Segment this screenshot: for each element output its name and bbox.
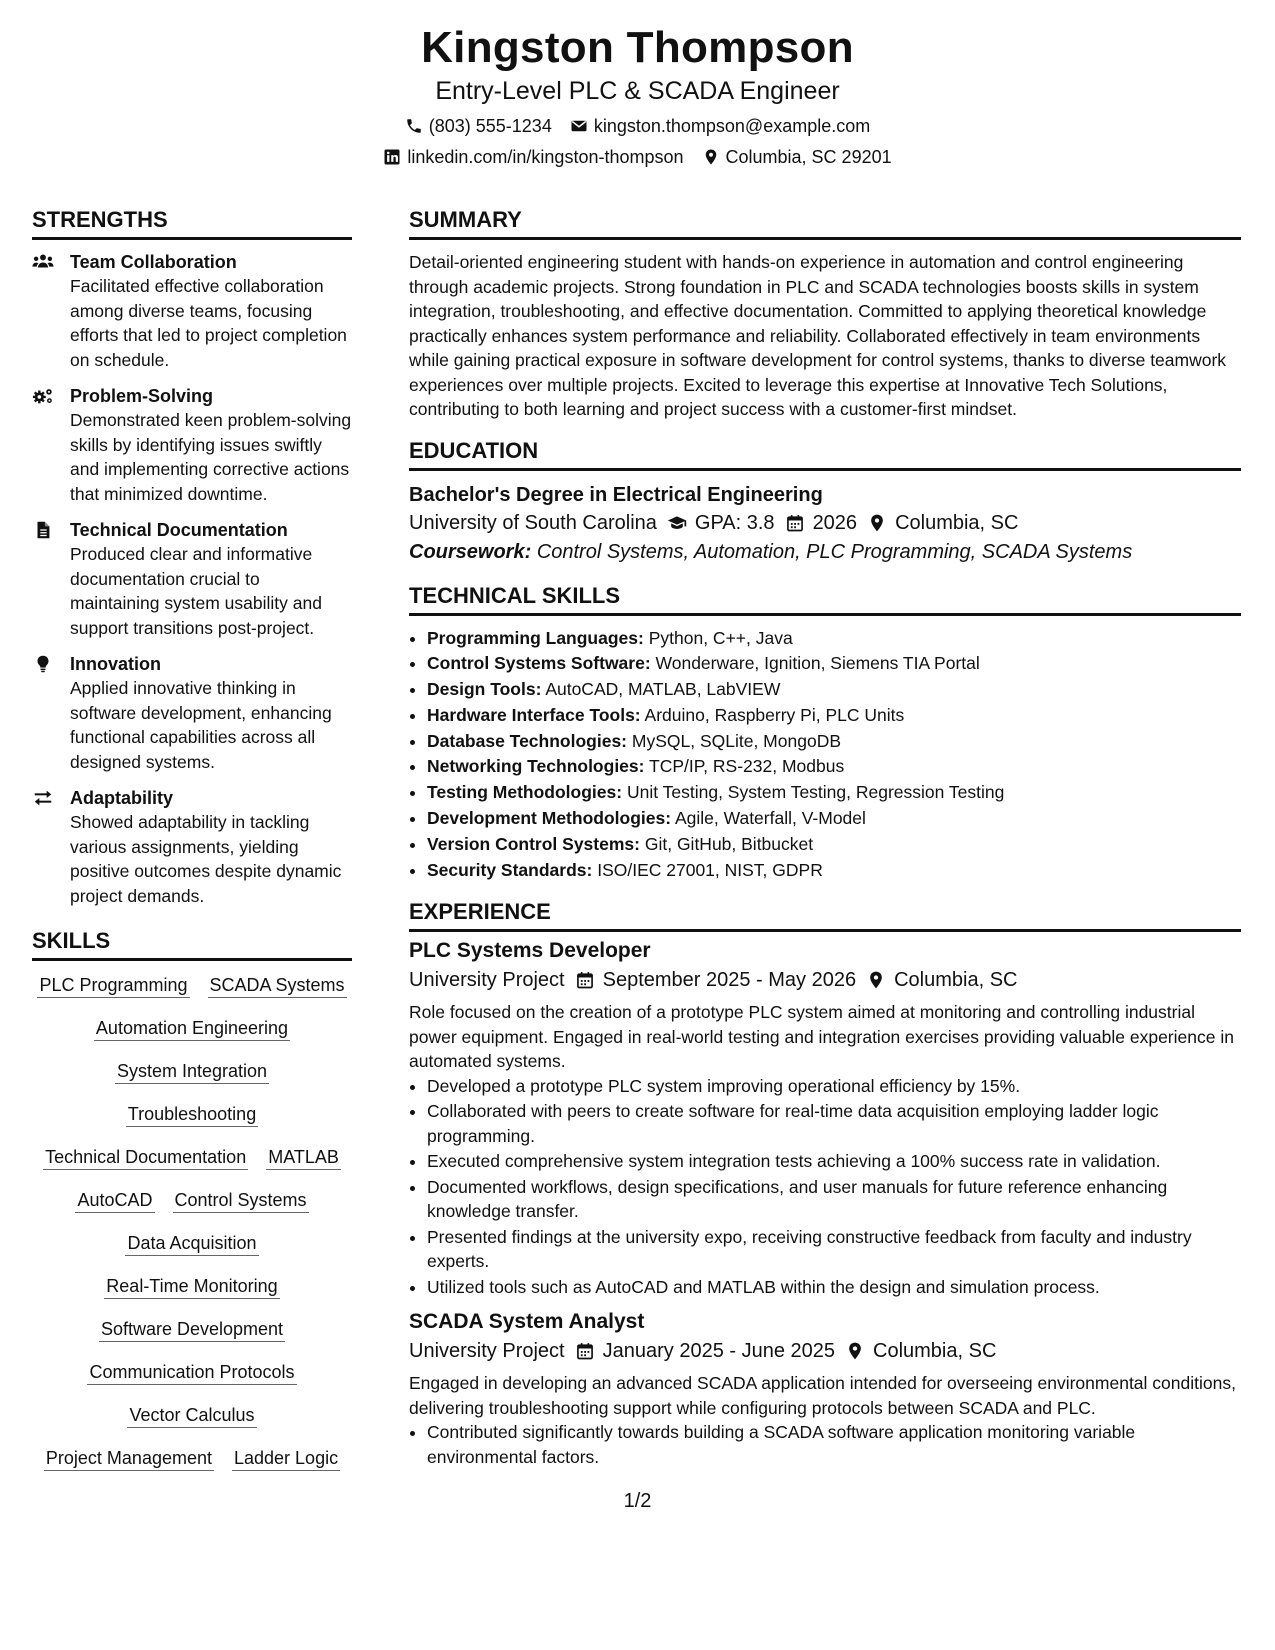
contact-line-2	[32, 146, 1243, 168]
strength-desc: Facilitated effective collaboration among diverse teams, focusing efforts that led to project completion on schedule.	[70, 276, 347, 370]
tag-row	[32, 1360, 352, 1385]
strength-title: Adaptability	[70, 788, 174, 808]
skill-tag: Technical Documentation	[43, 1145, 248, 1170]
skill-label: Development Methodologies:	[427, 808, 672, 829]
education-heading: EDUCATION	[409, 436, 1241, 471]
skill-label: Hardware Interface Tools:	[427, 704, 641, 725]
strength-title: Problem-Solving	[70, 386, 214, 406]
strength-title: Team Collaboration	[70, 252, 237, 272]
page-number: 1/2	[623, 1490, 652, 1512]
linkedin-text: linkedin.com/in/kingston-thompson	[407, 147, 684, 167]
lightbulb-icon	[32, 652, 70, 774]
phone-text: (803) 555-1234	[428, 116, 552, 136]
strength-title: Innovation	[70, 654, 161, 674]
skill-tag: Communication Protocols	[87, 1360, 296, 1385]
right-column	[409, 205, 1241, 1489]
list-item	[427, 806, 1241, 832]
list-item: • Developed a prototype PLC system improving operational efficiency by 15%.	[427, 1074, 1241, 1099]
tag-row	[32, 1059, 352, 1084]
skill-value: Git, GitHub, Bitbucket	[644, 833, 814, 854]
list-item: • Collaborated with peers to create software for real-time data acquisition employing ladder logic programming.	[427, 1099, 1241, 1148]
skill-value: AutoCAD, MATLAB, LabVIEW	[545, 679, 781, 700]
list-item	[427, 729, 1241, 755]
tag-row	[32, 1231, 352, 1256]
job-title: SCADA System Analyst	[409, 1310, 645, 1334]
job-org: University Project	[409, 1340, 565, 1363]
school-name	[409, 509, 657, 537]
location-text: Columbia, SC	[894, 969, 1018, 992]
job-bullets	[409, 1074, 1241, 1300]
contact-phone	[405, 115, 552, 137]
users-icon	[32, 250, 70, 372]
job-entry	[409, 936, 1241, 1299]
skill-label: Programming Languages:	[427, 627, 644, 648]
tag-row	[32, 1446, 352, 1471]
job-description: Engaged in developing an advanced SCADA application intended for overseeing environmental conditions, delivering troubleshooting support while configuring protocols between SCADA and PLC.	[409, 1373, 1236, 1418]
list-item: • Presented findings at the university expo, receiving constructive feedback from faculty and industry experts.	[427, 1225, 1241, 1274]
linkedin-icon	[383, 148, 401, 166]
document-icon	[32, 518, 70, 640]
skill-tag: Project Management	[44, 1446, 214, 1471]
job-location	[866, 966, 1017, 994]
list-item: • Executed comprehensive system integration tests achieving a 100% success rate in validation.	[427, 1149, 1241, 1174]
skills-tags	[32, 971, 352, 1471]
skill-label: Version Control Systems:	[427, 833, 640, 854]
experience-heading: EXPERIENCE	[409, 897, 1241, 932]
strength-desc: Showed adaptability in tackling various assignments, yielding positive outcomes despite dynamic project demands.	[70, 812, 342, 906]
technical-skills-heading: TECHNICAL SKILLS	[409, 581, 1241, 616]
skill-value: Arduino, Raspberry Pi, PLC Units	[644, 704, 905, 725]
envelope-icon	[570, 117, 588, 135]
job-description: Role focused on the creation of a prototype PLC system aimed at monitoring and controlling industrial power equipment. Engaged in real-world testing and integration exercises providing valuable experience in automated systems.	[409, 1002, 1234, 1072]
education-meta	[409, 509, 1241, 537]
skill-label: Networking Technologies:	[427, 756, 645, 777]
skill-tag: Data Acquisition	[125, 1231, 258, 1256]
summary-text: Detail-oriented engineering student with hands-on experience in automation and control engineering through academic projects. Strong foundation in PLC and SCADA technologies boosts skills in system integration, troubleshooting, and effective documentation. Committed to applying theoretical knowledge practically enhances system performance and reliability. Collaborated effectively in team environments while gaining practical exposure in software development for control systems, thanks to diverse teamwork experiences over multiple projects. Excited to leverage this expertise at Innovative Tech Solutions, contributing to both learning and project success with a customer-first mindset.	[409, 252, 1227, 419]
contact-location	[702, 146, 892, 168]
job-meta	[409, 966, 1241, 994]
gpa-text: GPA: 3.8	[694, 511, 775, 534]
phone-icon	[405, 117, 423, 135]
coursework-line	[409, 537, 1241, 567]
map-pin-icon	[702, 148, 720, 166]
strength-item	[32, 786, 352, 908]
job-entry	[409, 1307, 1241, 1469]
graduation-cap-icon	[667, 513, 687, 533]
skills-heading: SKILLS	[32, 926, 352, 961]
tag-row	[32, 1317, 352, 1342]
job-dates	[575, 966, 857, 994]
skill-tag: Vector Calculus	[127, 1403, 256, 1428]
skill-label: Control Systems Software:	[427, 653, 651, 674]
skill-value: TCP/IP, RS-232, Modbus	[649, 756, 845, 777]
map-pin-icon	[867, 513, 887, 533]
list-item	[427, 858, 1241, 884]
skill-value: Wonderware, Ignition, Siemens TIA Portal	[655, 653, 980, 674]
strength-item	[32, 652, 352, 774]
skill-tag: Control Systems	[173, 1188, 309, 1213]
tag-row	[32, 1403, 352, 1428]
contact-linkedin[interactable]	[383, 146, 683, 168]
tag-row	[32, 1145, 352, 1170]
location-text: Columbia, SC	[873, 1340, 997, 1363]
strength-item	[32, 384, 352, 506]
map-pin-icon	[845, 1341, 865, 1361]
dates-text: January 2025 - June 2025	[602, 1340, 836, 1363]
calendar-icon	[785, 513, 805, 533]
location-text: Columbia, SC	[895, 511, 1019, 534]
resume-header	[32, 0, 1243, 168]
skill-label: Security Standards:	[427, 859, 593, 880]
job-meta	[409, 1337, 1241, 1365]
skill-value: Python, C++, Java	[648, 627, 793, 648]
skill-label: Testing Methodologies:	[427, 782, 623, 803]
skill-value: Agile, Waterfall, V-Model	[674, 808, 866, 829]
skill-tag: Troubleshooting	[126, 1102, 258, 1127]
left-column	[32, 205, 352, 1489]
dates-text: September 2025 - May 2026	[602, 969, 857, 992]
degree-title: Bachelor's Degree in Electrical Engineering	[409, 483, 823, 506]
job-title: PLC Systems Developer	[409, 939, 651, 963]
summary-heading: SUMMARY	[409, 205, 1241, 240]
skill-tag: Real-Time Monitoring	[104, 1274, 279, 1299]
cogs-icon	[32, 384, 70, 506]
tag-row	[32, 973, 352, 998]
resume-body	[32, 205, 1243, 1489]
tag-row	[32, 1102, 352, 1127]
email-text: kingston.thompson@example.com	[593, 116, 871, 136]
coursework-label: Coursework:	[409, 540, 532, 563]
school-location	[867, 509, 1018, 537]
year-text: 2026	[812, 511, 858, 534]
calendar-icon	[575, 1341, 595, 1361]
list-item: • Documented workflows, design specifications, and user manuals for future reference enhancing knowledge transfer.	[427, 1175, 1241, 1224]
list-item	[427, 754, 1241, 780]
skill-tag: Automation Engineering	[94, 1016, 290, 1041]
tag-row	[32, 1188, 352, 1213]
strengths-heading: STRENGTHS	[32, 205, 352, 240]
skill-tag: SCADA Systems	[208, 973, 347, 998]
grad-year	[785, 509, 858, 537]
map-pin-icon	[866, 970, 886, 990]
strength-item	[32, 518, 352, 640]
skill-value: ISO/IEC 27001, NIST, GDPR	[597, 859, 823, 880]
strength-desc: Applied innovative thinking in software development, enhancing functional capabilities across all designed systems.	[70, 678, 332, 772]
candidate-title: Entry-Level PLC & SCADA Engineer	[435, 77, 840, 105]
strength-item	[32, 250, 352, 372]
list-item: • Contributed significantly towards building a SCADA software application monitoring variable environmental factors.	[427, 1420, 1241, 1469]
contact-line-1	[32, 115, 1243, 137]
skill-value: MySQL, SQLite, MongoDB	[631, 730, 842, 751]
list-item	[427, 651, 1241, 677]
list-item	[427, 780, 1241, 806]
list-item	[427, 677, 1241, 703]
technical-skills-list	[409, 626, 1241, 884]
skill-tag: AutoCAD	[75, 1188, 154, 1213]
tag-row	[32, 1274, 352, 1299]
coursework-text: Control Systems, Automation, PLC Programming, SCADA Systems	[536, 540, 1133, 563]
tag-row	[32, 1016, 352, 1041]
candidate-name: Kingston Thompson	[421, 23, 854, 72]
list-item	[427, 832, 1241, 858]
skill-tag: Software Development	[99, 1317, 285, 1342]
gpa	[667, 509, 775, 537]
list-item	[427, 626, 1241, 652]
calendar-icon	[575, 970, 595, 990]
job-org: University Project	[409, 969, 565, 992]
list-item	[427, 703, 1241, 729]
job-location	[845, 1337, 996, 1365]
location-text: Columbia, SC 29201	[725, 147, 892, 167]
strength-title: Technical Documentation	[70, 520, 288, 540]
skill-label: Design Tools:	[427, 679, 542, 700]
skill-tag: Ladder Logic	[232, 1446, 340, 1471]
strength-desc: Produced clear and informative documentation crucial to maintaining system usability and support transitions post-project.	[70, 544, 322, 638]
skill-label: Database Technologies:	[427, 730, 628, 751]
job-dates	[575, 1337, 835, 1365]
skill-tag: System Integration	[115, 1059, 269, 1084]
contact-email[interactable]	[570, 115, 870, 137]
skill-tag: MATLAB	[266, 1145, 341, 1170]
strength-desc: Demonstrated keen problem-solving skills by identifying issues swiftly and implementing corrective actions that minimized downtime.	[70, 410, 352, 504]
school-text: University of South Carolina	[409, 511, 657, 534]
job-bullets	[409, 1420, 1241, 1469]
skill-value: Unit Testing, System Testing, Regression Testing	[626, 782, 1005, 803]
skill-tag: PLC Programming	[37, 973, 189, 998]
list-item: • Utilized tools such as AutoCAD and MATLAB within the design and simulation process.	[427, 1275, 1241, 1300]
exchange-icon	[32, 786, 70, 908]
